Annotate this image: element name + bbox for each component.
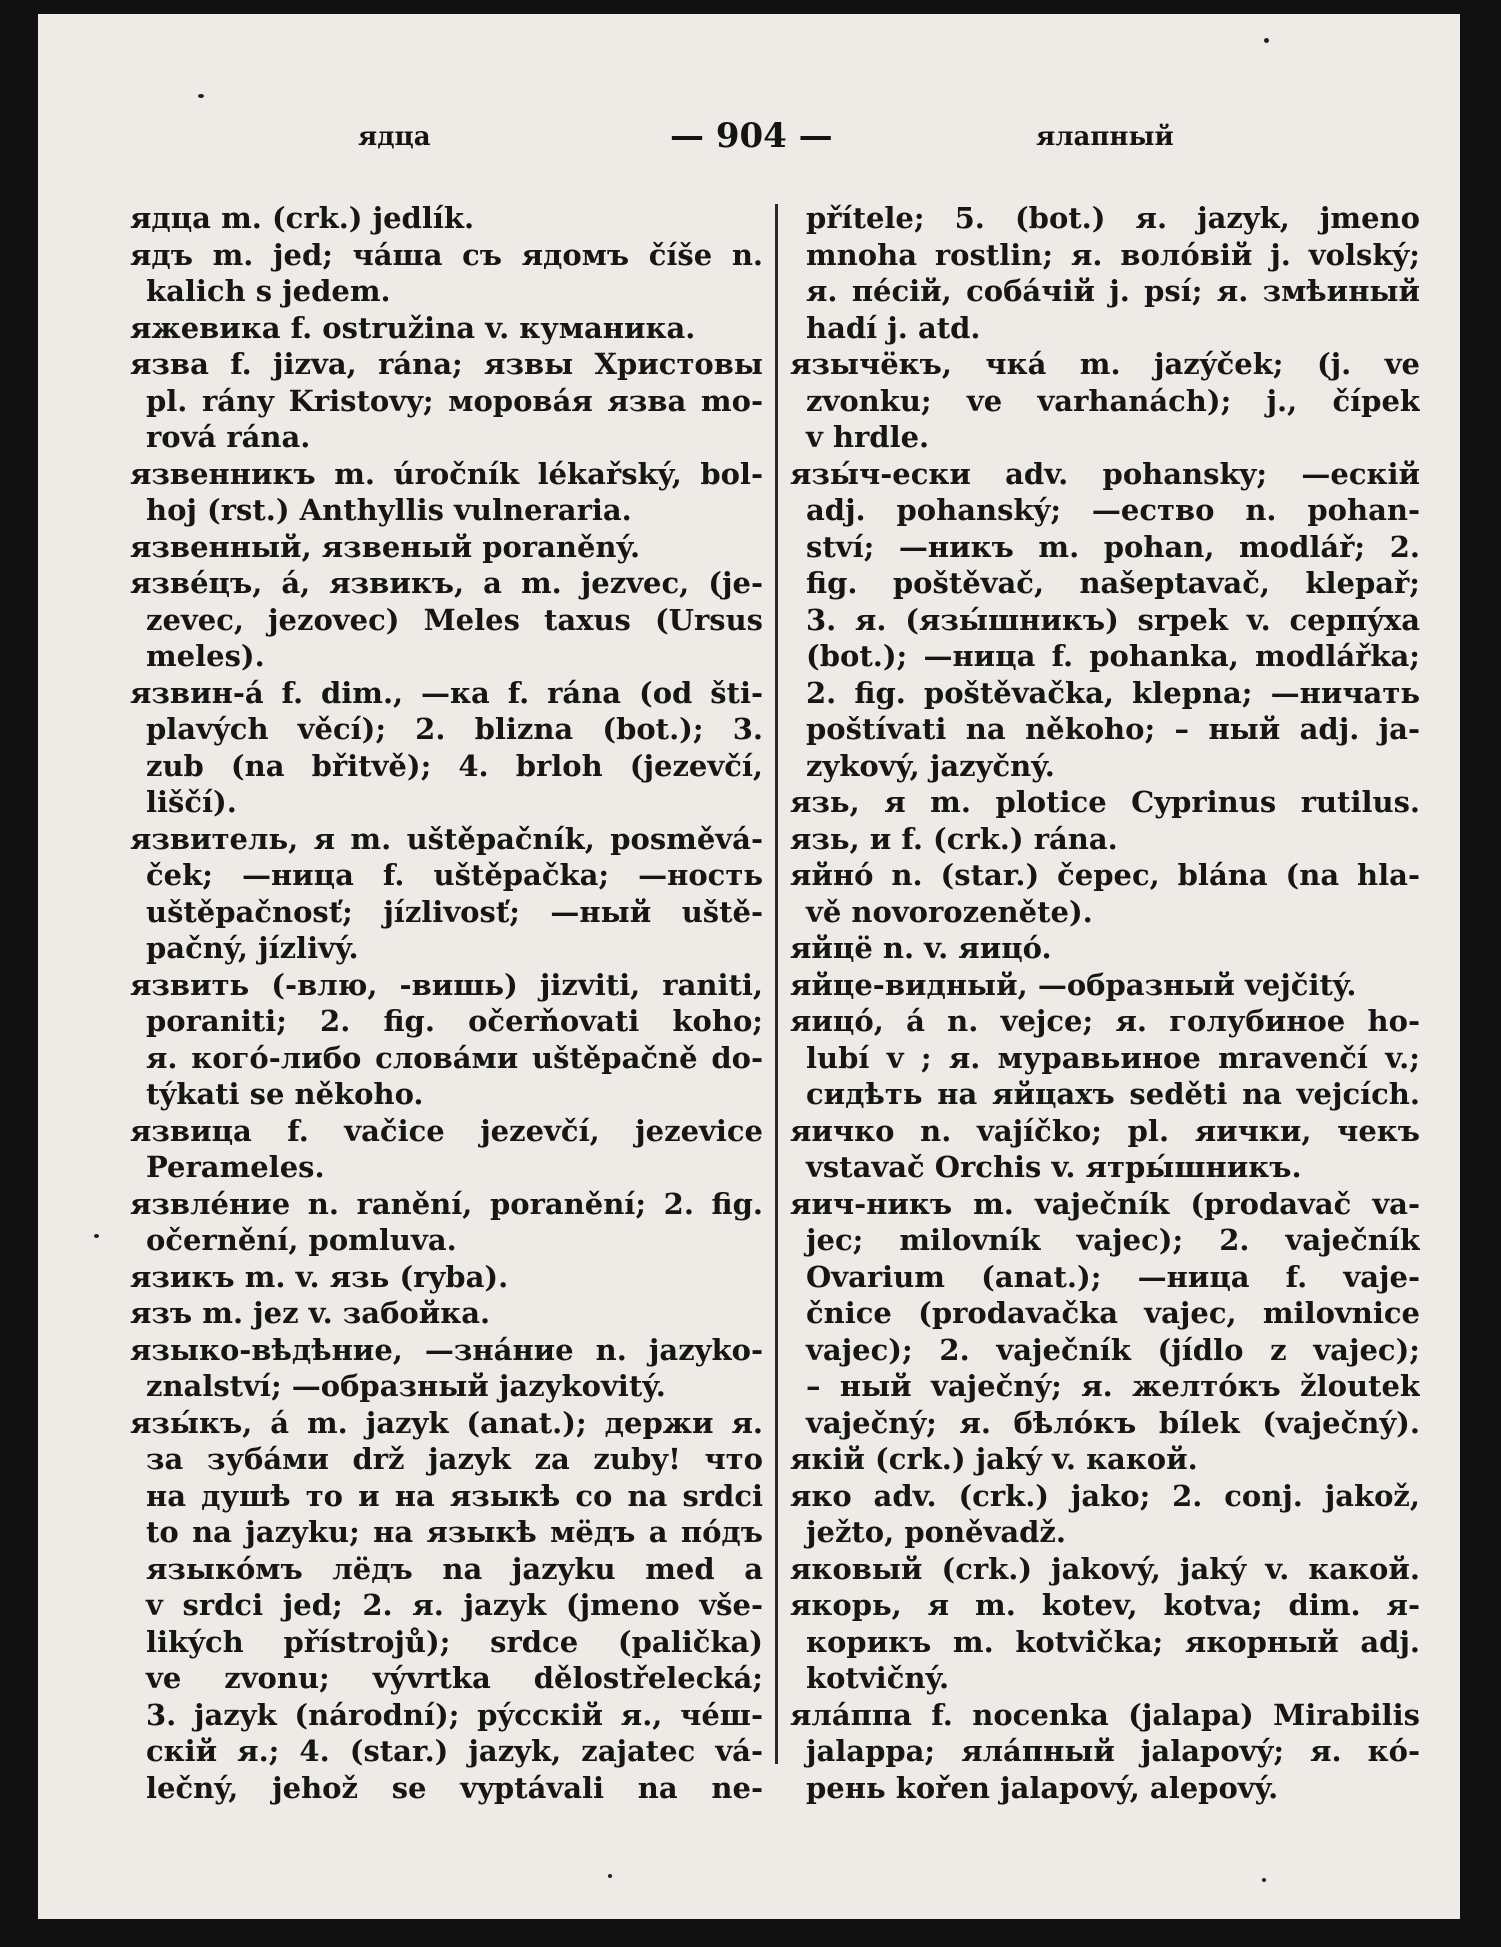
entry-line: яичко n. vajíčko; pl. яички, чекъ [790,1113,1420,1148]
entry-line: vstavač Orchis v. ятры́шникъ. [806,1150,1302,1184]
print-speck [198,94,204,98]
entry-line: яжевика f. ostružina v. куманика. [130,310,696,345]
entry-line: языкóмъ лёдъ na jazyku med a [146,1551,763,1586]
entry-line: ve zvonu; vývrtka dělostřelecká; [146,1661,763,1695]
entry-line: якій (crk.) jaký v. какой. [790,1442,1198,1476]
entry-line: язвенный, язвеный poraněný. [130,529,641,564]
print-speck [94,1234,99,1238]
entry-line: яковый (crk.) jakový, jaký v. какой. [790,1551,1420,1586]
entry-line: mnoha rostlin; я. волóвій j. volský; [806,237,1420,272]
entry-line: яич-никъ m. vaječník (prodavač va- [790,1186,1420,1221]
entry-line: ядъ m. jed; чáша съ ядомъ číše n. [130,237,763,272]
right-column [790,200,1420,1806]
header-first-word: ядца [358,122,431,152]
entry-line: uštěpačnosť; jízlivosť; —ный uště- [146,894,763,929]
entry-line: яко adv. (crk.) jako; 2. conj. jakož, [790,1478,1420,1513]
entry-line: likých přístrojů); srdce (palička) [146,1624,763,1659]
entry-line: язикъ m. v. язь (ryba). [130,1259,509,1294]
entry-line: – ный vaječný; я. желтóкъ žloutek [806,1369,1420,1403]
entry-line: lubí v ; я. муравьиное mravenčí v.; [806,1040,1420,1075]
entry-line: zykový, jazyčný. [806,748,1055,783]
entry-line: я. когó-либо словáми uštěpačně do- [146,1040,763,1075]
entry-line: zub (na břitvě); 4. brloh (jezevčí, [146,748,763,783]
entry-line: 2. fig. poštěvačka, klepna; —ничать [806,675,1420,710]
entry-line: hoj (rst.) Anthyllis vulneraria. [146,493,632,527]
entry-line: ství; —никъ m. pohan, modlář; 2. [806,529,1420,564]
entry-line: язы́къ, á m. jazyk (anat.); держи я. [130,1405,763,1440]
entry-line: v srdci jed; 2. я. jazyk (jmeno vše- [146,1588,763,1622]
entry-line: rová rána. [146,420,311,454]
entry-line: znalství; —образный jazykovitý. [146,1369,666,1403]
entry-line: ялáппа f. nocenka (jalapa) Mirabilis [790,1697,1420,1732]
print-speck [1262,1878,1266,1882]
dictionary-page [38,14,1460,1919]
header-last-word: ялапный [1036,122,1174,152]
entry-line: за зубáми drž jazyk za zuby! что [146,1442,763,1476]
entry-line: pl. rány Kristovy; моровáя язва mo- [146,383,763,418]
entry-line: ček; —ница f. uštěpačka; —ность [146,858,763,892]
entry-line: 3. я. (язы́шникъ) srpek v. серпýха [806,602,1420,637]
entry-line: fig. poštěvač, našeptavač, klepař; [806,566,1420,600]
entry-line: язвлéние n. ranění, poranění; 2. fig. [130,1186,763,1221]
entry-line: vajec); 2. vaječník (jídlo z vajec); [806,1332,1420,1367]
entry-line: kotvičný. [806,1661,950,1695]
entry-line: я. пéсій, собáчій j. psí; я. змѣиный [806,274,1420,308]
page-number: — 904 — [670,116,833,156]
entry-line: adj. pohanský; —ество n. pohan- [806,493,1420,527]
entry-line: рень kořen jalapový, alepový. [806,1770,1279,1805]
entry-line: zvonku; ve varhanách); j., čípek [806,383,1420,418]
entry-line: vě novorozeněte). [806,894,1093,929]
entry-line: яйнó n. (star.) čepec, blána (na hla- [790,858,1420,892]
entry-line: ядца m. (crk.) jedlík. [130,201,475,235]
entry-line: на душѣ то и на языкѣ co na srdci [146,1478,763,1513]
entry-line: poštívati na někoho; – ный adj. ja- [806,712,1420,746]
entry-line: корикъ m. kotvička; якорный adj. [806,1624,1420,1659]
entry-line: čnice (prodavačka vajec, milovnice [806,1296,1420,1330]
entry-line: языко-вѣдѣние, —знáние n. jazyko- [130,1332,763,1367]
entry-line: язвитель, я m. uštěpačník, posměvá- [130,821,763,856]
entry-line: meles). [146,639,265,673]
entry-line: hadí j. atd. [806,310,981,345]
entry-line: (bot.); —ница f. pohanka, modlářka; [806,639,1420,673]
entry-line: язвéцъ, á, язвикъ, a m. jezvec, (je- [130,566,763,600]
entry-line: скій я.; 4. (star.) jazyk, zajatec vá- [146,1734,763,1768]
entry-line: jalappa; ялáпный jalapový; я. кó- [806,1734,1420,1768]
entry-line: язва f. jizva, rána; язвы Христовы [130,347,763,381]
entry-line: яицó, á n. vejce; я. голубиное ho- [790,1004,1420,1038]
entry-line: язычёкъ, чкá m. jazýček; (j. ve [790,347,1420,381]
entry-line: язвица f. vačice jezevčí, jezevice [130,1113,763,1148]
entry-line: očernění, pomluva. [146,1223,457,1257]
page-header [38,116,1460,156]
entry-line: zevec, jezovec) Meles taxus (Ursus [146,602,763,637]
entry-line: язь, я m. plotice Cyprinus rutilus. [790,785,1420,819]
entry-line: яйцё n. v. яицó. [790,931,1052,965]
entry-line: Perameles. [146,1150,325,1184]
entry-line: 3. jazyk (národní); рýсскій я., чéш- [146,1697,763,1732]
entry-line: vaječný; я. бѣлóкъ bílek (vaječný). [806,1405,1420,1440]
print-speck [1264,38,1269,43]
entry-line: яйце-видный, —образный vejčitý. [790,967,1357,1002]
entry-line: kalich s jedem. [146,274,391,308]
entry-line: to na jazyku; на языкѣ мёдъ а пóдъ [146,1515,763,1549]
left-column [130,200,763,1806]
entry-line: poraniti; 2. fig. očerňovati koho; [146,1004,763,1038]
entry-line: týkati se někoho. [146,1077,424,1111]
entry-line: язъ m. jez v. забойка. [130,1296,491,1330]
entry-line: plavých věcí); 2. blizna (bot.); 3. [146,712,763,746]
entry-line: язвить (-влю, -вишь) jizviti, raniti, [130,967,763,1002]
entry-line: сидѣть на яйцахъ seděti na vejcích. [806,1077,1420,1111]
entry-line: v hrdle. [806,420,930,454]
entry-line: liščí). [146,785,237,819]
entry-line: jec; milovník vajec); 2. vaječník [806,1223,1420,1257]
entry-line: якорь, я m. kotev, kotva; dim. я- [790,1588,1420,1622]
column-divider [775,204,778,1764]
entry-line: язы́ч-ески adv. pohansky; —ескій [790,456,1420,491]
entry-line: язь, и f. (crk.) rána. [790,821,1118,856]
entry-line: ježto, poněvadž. [806,1515,1066,1549]
entry-line: Ovarium (anat.); —ница f. vaje- [806,1259,1420,1294]
entry-line: přítele; 5. (bot.) я. jazyk, jmeno [806,201,1420,235]
entry-line: язвин-á f. dim., —ка f. rána (od šti- [130,675,763,710]
print-speck [608,1874,612,1878]
entry-line: язвенникъ m. úročník lékařský, bol- [130,456,763,491]
entry-line: pačný, jízlivý. [146,931,359,965]
entry-line: lečný, jehož se vyptávali na ne- [146,1770,763,1805]
